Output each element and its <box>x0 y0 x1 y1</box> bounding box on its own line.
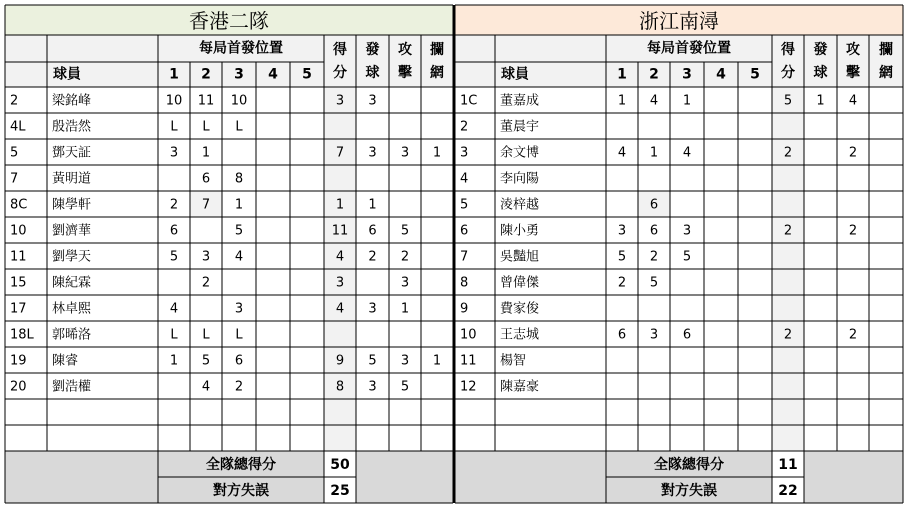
set-position-cell: 8 <box>234 171 244 187</box>
attack-cell: 2 <box>848 145 858 161</box>
set-position-cell: 4 <box>682 145 692 161</box>
score-header-top: 得 <box>333 42 347 58</box>
player-name: 余文博 <box>500 145 540 161</box>
player-number: 11 <box>10 249 27 265</box>
player-number: 6 <box>460 223 469 239</box>
attack-cell: 5 <box>400 223 410 239</box>
serve-cell: 3 <box>368 93 377 109</box>
player-name: 費家俊 <box>500 301 540 317</box>
player-number: 19 <box>10 353 27 369</box>
player-number: 20 <box>10 379 27 395</box>
score-cell: 3 <box>335 275 345 291</box>
player-number: 15 <box>10 275 27 291</box>
player-name: 梁銘峰 <box>52 93 92 109</box>
set-position-cell: 2 <box>169 197 179 213</box>
serve-cell: 1 <box>368 197 377 213</box>
player-number: 18L <box>10 327 34 343</box>
set-position-cell: 1 <box>201 145 211 161</box>
set-position-cell: 2 <box>201 275 211 291</box>
score-cell: 8 <box>335 379 345 395</box>
player-name: 淩梓越 <box>500 197 540 213</box>
player-name: 劉濟華 <box>52 223 92 239</box>
set-position-cell: L <box>202 327 210 343</box>
set-position-cell: 4 <box>201 379 211 395</box>
player-number: 9 <box>460 301 469 317</box>
set-position-cell: L <box>170 327 178 343</box>
score-header-bottom: 分 <box>781 65 795 81</box>
set-position-cell: 7 <box>201 197 211 213</box>
serve-header-bottom: 球 <box>365 65 380 81</box>
team-total-label: 全隊總得分 <box>206 457 276 473</box>
set-2-header: 2 <box>649 66 659 83</box>
attack-header-top: 攻 <box>846 42 860 58</box>
serve-cell: 5 <box>368 353 377 369</box>
block-header-bottom: 網 <box>879 65 893 81</box>
set-position-cell: 1 <box>649 145 659 161</box>
set-position-cell: 5 <box>169 249 179 265</box>
set-position-cell: 1 <box>682 93 692 109</box>
set-5-header: 5 <box>750 66 760 83</box>
opp-errors-value: 22 <box>778 483 798 499</box>
attack-cell: 3 <box>400 353 410 369</box>
serve-cell: 2 <box>368 249 377 265</box>
player-number: 8C <box>10 197 28 213</box>
attack-cell: 4 <box>848 93 858 109</box>
player-column-header: 球員 <box>53 66 81 83</box>
player-name: 吳豔旭 <box>500 249 540 265</box>
player-number: 7 <box>460 249 469 265</box>
player-name: 劉浩權 <box>52 379 92 395</box>
attack-header-bottom: 擊 <box>398 65 412 81</box>
opp-errors-label: 對方失誤 <box>661 483 717 499</box>
set-3-header: 3 <box>234 66 244 83</box>
set-1-header: 1 <box>169 66 179 83</box>
player-name: 陳嘉豪 <box>500 379 540 395</box>
player-number: 7 <box>10 171 19 187</box>
set-position-cell: 6 <box>234 353 244 369</box>
player-name: 劉學天 <box>52 249 92 265</box>
set-position-cell: 5 <box>234 223 244 239</box>
set-1-header: 1 <box>617 66 627 83</box>
score-cell: 11 <box>331 223 349 239</box>
team-total-value: 11 <box>778 457 798 473</box>
set-3-header: 3 <box>682 66 692 83</box>
attack-cell: 1 <box>400 301 410 317</box>
set-position-cell: 2 <box>234 379 244 395</box>
set-position-cell: 6 <box>169 223 179 239</box>
player-name: 陳紀霖 <box>52 275 92 291</box>
attack-cell: 3 <box>400 275 410 291</box>
block-cell: 1 <box>432 353 442 369</box>
player-number: 1C <box>460 93 478 109</box>
set-position-cell: L <box>170 119 178 135</box>
set-position-cell: L <box>235 119 243 135</box>
player-number: 4 <box>460 171 469 187</box>
set-position-cell: 6 <box>617 327 627 343</box>
serve-cell: 3 <box>368 301 377 317</box>
player-name: 董晨宇 <box>500 119 540 135</box>
set-position-cell: 6 <box>649 197 659 213</box>
player-name: 楊智 <box>500 353 527 369</box>
player-number: 4L <box>10 119 26 135</box>
attack-header-top: 攻 <box>398 42 412 58</box>
set-position-cell: 3 <box>682 223 692 239</box>
player-name: 李向陽 <box>500 171 540 187</box>
set-position-cell: 4 <box>169 301 179 317</box>
score-cell: 4 <box>335 301 345 317</box>
set-position-cell: 1 <box>234 197 244 213</box>
attack-cell: 2 <box>400 249 410 265</box>
player-number: 10 <box>10 223 27 239</box>
per-set-header: 每局首發位置 <box>647 40 731 57</box>
attack-cell: 2 <box>848 223 858 239</box>
set-position-cell: 6 <box>649 223 659 239</box>
set-position-cell: 5 <box>682 249 692 265</box>
set-position-cell: 2 <box>649 249 659 265</box>
player-name: 董嘉成 <box>500 93 540 109</box>
serve-cell: 3 <box>368 379 377 395</box>
attack-cell: 2 <box>848 327 858 343</box>
player-number: 17 <box>10 301 27 317</box>
score-cell: 7 <box>335 145 345 161</box>
serve-cell: 6 <box>368 223 377 239</box>
score-header-top: 得 <box>781 42 795 58</box>
player-name: 郭晞洛 <box>52 327 92 343</box>
set-position-cell: L <box>235 327 243 343</box>
block-cell: 1 <box>432 145 442 161</box>
team-name: 浙江南潯 <box>639 9 719 33</box>
set-position-cell: 4 <box>649 93 659 109</box>
player-name: 曾偉傑 <box>500 275 540 291</box>
score-cell: 2 <box>783 223 793 239</box>
set-position-cell: 10 <box>230 93 248 109</box>
player-number: 2 <box>460 119 469 135</box>
set-position-cell: 3 <box>234 301 244 317</box>
opp-errors-label: 對方失誤 <box>213 483 269 499</box>
player-name: 黃明道 <box>52 171 92 187</box>
score-cell: 1 <box>335 197 345 213</box>
player-number: 11 <box>460 353 477 369</box>
player-number: 3 <box>460 145 469 161</box>
set-position-cell: 3 <box>169 145 179 161</box>
player-name: 殷浩然 <box>52 119 92 135</box>
attack-cell: 3 <box>400 145 410 161</box>
serve-header-top: 發 <box>813 42 828 58</box>
player-name: 陳小勇 <box>500 223 540 239</box>
player-name: 陳睿 <box>52 353 79 369</box>
set-position-cell: 11 <box>197 93 215 109</box>
player-name: 鄧天証 <box>52 145 92 161</box>
serve-cell: 1 <box>816 93 825 109</box>
serve-header-top: 發 <box>365 42 380 58</box>
score-cell: 2 <box>783 327 793 343</box>
score-cell: 4 <box>335 249 345 265</box>
set-position-cell: 4 <box>234 249 244 265</box>
player-number: 12 <box>460 379 477 395</box>
player-name: 林卓熙 <box>52 301 92 317</box>
player-name: 王志城 <box>500 327 540 343</box>
score-cell: 5 <box>783 93 793 109</box>
set-4-header: 4 <box>268 66 278 83</box>
block-header-top: 攔 <box>430 42 444 58</box>
team-total-label: 全隊總得分 <box>654 457 724 473</box>
player-number: 5 <box>460 197 469 213</box>
player-number: 2 <box>10 93 19 109</box>
set-position-cell: 2 <box>617 275 627 291</box>
set-position-cell: 5 <box>201 353 211 369</box>
set-5-header: 5 <box>302 66 312 83</box>
score-header-bottom: 分 <box>333 65 347 81</box>
set-position-cell: 3 <box>649 327 659 343</box>
set-position-cell: L <box>202 119 210 135</box>
block-header-top: 攔 <box>879 42 893 58</box>
serve-cell: 3 <box>368 145 377 161</box>
per-set-header: 每局首發位置 <box>199 40 283 57</box>
set-position-cell: 1 <box>617 93 627 109</box>
set-2-header: 2 <box>201 66 211 83</box>
set-position-cell: 1 <box>169 353 179 369</box>
player-number: 10 <box>460 327 477 343</box>
set-position-cell: 3 <box>201 249 211 265</box>
set-position-cell: 4 <box>617 145 627 161</box>
serve-header-bottom: 球 <box>813 65 828 81</box>
set-4-header: 4 <box>716 66 726 83</box>
block-header-bottom: 網 <box>430 65 444 81</box>
attack-cell: 5 <box>400 379 410 395</box>
team-name: 香港二隊 <box>189 9 269 33</box>
score-cell: 2 <box>783 145 793 161</box>
set-position-cell: 3 <box>617 223 627 239</box>
player-name: 陳學軒 <box>52 197 92 213</box>
team-total-value: 50 <box>330 457 350 473</box>
set-position-cell: 5 <box>649 275 659 291</box>
set-position-cell: 6 <box>201 171 211 187</box>
opp-errors-value: 25 <box>330 483 350 499</box>
attack-header-bottom: 擊 <box>846 65 860 81</box>
set-position-cell: 5 <box>617 249 627 265</box>
player-column-header: 球員 <box>501 66 529 83</box>
player-number: 5 <box>10 145 19 161</box>
player-number: 8 <box>460 275 469 291</box>
score-cell: 9 <box>335 353 345 369</box>
set-position-cell: 6 <box>682 327 692 343</box>
set-position-cell: 10 <box>165 93 183 109</box>
score-cell: 3 <box>335 93 345 109</box>
